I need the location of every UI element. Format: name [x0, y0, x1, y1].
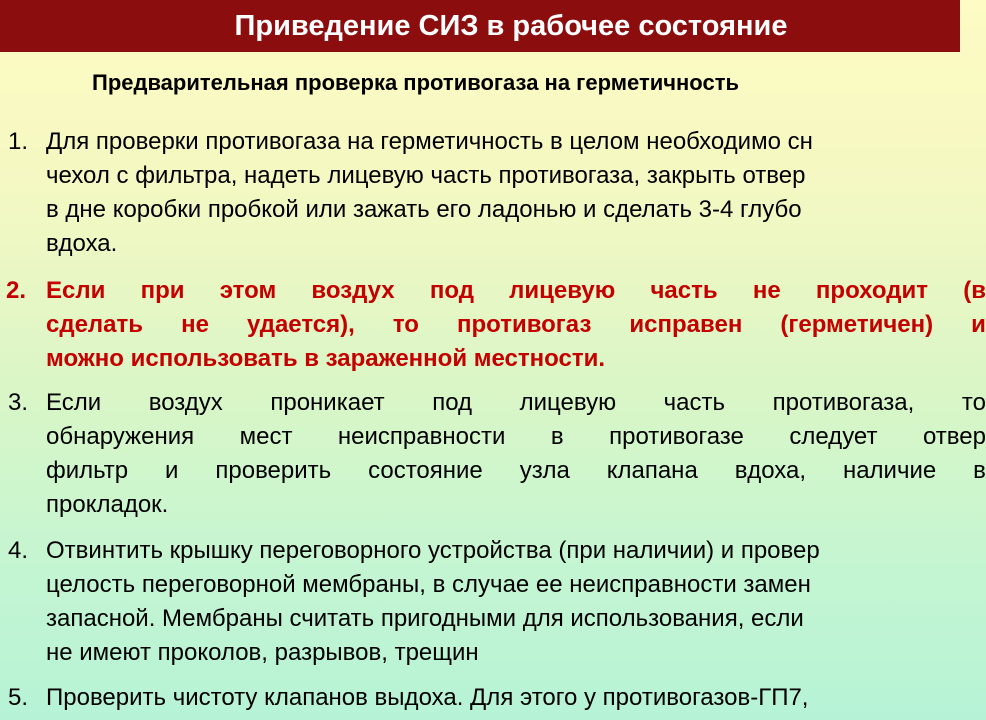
word: воздух	[148, 389, 223, 416]
word: вдоха,	[734, 457, 807, 484]
word: удается),	[246, 311, 355, 338]
word: под	[429, 277, 474, 304]
item-line-justified	[46, 387, 986, 419]
item-line-justified	[46, 455, 986, 487]
word: клапана	[606, 457, 698, 484]
word: и	[971, 311, 986, 338]
item-line: запасной. Мембраны считать пригодными для использования, если	[46, 605, 804, 632]
list-item-3	[0, 387, 986, 557]
word: противогаза,	[772, 389, 915, 416]
word: в	[550, 423, 564, 450]
word: противогаз	[456, 311, 592, 338]
word: отвер	[922, 423, 986, 450]
word: (герметичен)	[780, 311, 934, 338]
item-line: в дне коробки пробкой или зажать его ладонью и сделать 3-4 глубо	[46, 196, 802, 223]
word: проходит	[815, 277, 928, 304]
word: в	[973, 457, 986, 484]
word: обнаружения	[46, 423, 195, 450]
word: не	[752, 277, 781, 304]
item-line: не имеют проколов, разрывов, трещин	[46, 639, 479, 666]
item-line-justified	[46, 309, 986, 341]
word: неисправности	[337, 423, 506, 450]
word: фильтр	[46, 457, 129, 484]
word: воздух	[311, 277, 395, 304]
word: часть	[650, 277, 718, 304]
word: противогазе	[609, 423, 744, 450]
word: исправен	[629, 311, 743, 338]
word: то	[392, 311, 419, 338]
list-item-5	[0, 682, 960, 720]
item-line-justified	[46, 421, 986, 453]
word: наличие	[842, 457, 937, 484]
item-line: Отвинтить крышку переговорного устройства (при наличии) и провер	[46, 537, 820, 564]
word: и	[165, 457, 179, 484]
item-line-justified	[46, 275, 986, 307]
word: часть	[663, 389, 726, 416]
word: при	[140, 277, 185, 304]
word: не	[181, 311, 209, 338]
word: то	[961, 389, 986, 416]
item-number: 1.	[8, 128, 29, 155]
word: (в	[963, 277, 986, 304]
word: состояние	[368, 457, 483, 484]
item-line: прокладок.	[46, 491, 169, 518]
word: мест	[239, 423, 293, 450]
word: сделать	[46, 311, 144, 338]
item-line: Проверить чистоту клапанов выдоха. Для этого у противогазов-ГП7,	[46, 684, 809, 711]
word: узла	[519, 457, 570, 484]
word: проверить	[215, 457, 332, 484]
slide-title: Приведение СИЗ в рабочее состояние	[0, 0, 960, 52]
list-item-4	[0, 535, 960, 705]
list-item-1	[0, 126, 960, 296]
item-number: 2.	[6, 277, 27, 304]
word: лицевую	[509, 277, 616, 304]
word: лицевую	[519, 389, 617, 416]
item-number: 5.	[8, 684, 29, 711]
word: Если	[46, 389, 102, 416]
item-line: Для проверки противогаза на герметичность в целом необходимо сн	[46, 128, 813, 155]
item-line: вдоха.	[46, 230, 118, 257]
word: под	[432, 389, 473, 416]
item-number: 4.	[8, 537, 29, 564]
item-line: чехол с фильтра, надеть лицевую часть противогаза, закрыть отвер	[46, 162, 806, 189]
word: Если	[46, 277, 106, 304]
word: проникает	[270, 389, 385, 416]
word: этом	[219, 277, 277, 304]
item-line: целость переговорной мембраны, в случае ее неисправности замен	[46, 571, 811, 598]
item-number: 3.	[8, 389, 29, 416]
word: следует	[789, 423, 878, 450]
item-line: можно использовать в зараженной местности.	[46, 345, 605, 372]
section-subtitle: Предварительная проверка противогаза на герметичность	[92, 70, 739, 95]
